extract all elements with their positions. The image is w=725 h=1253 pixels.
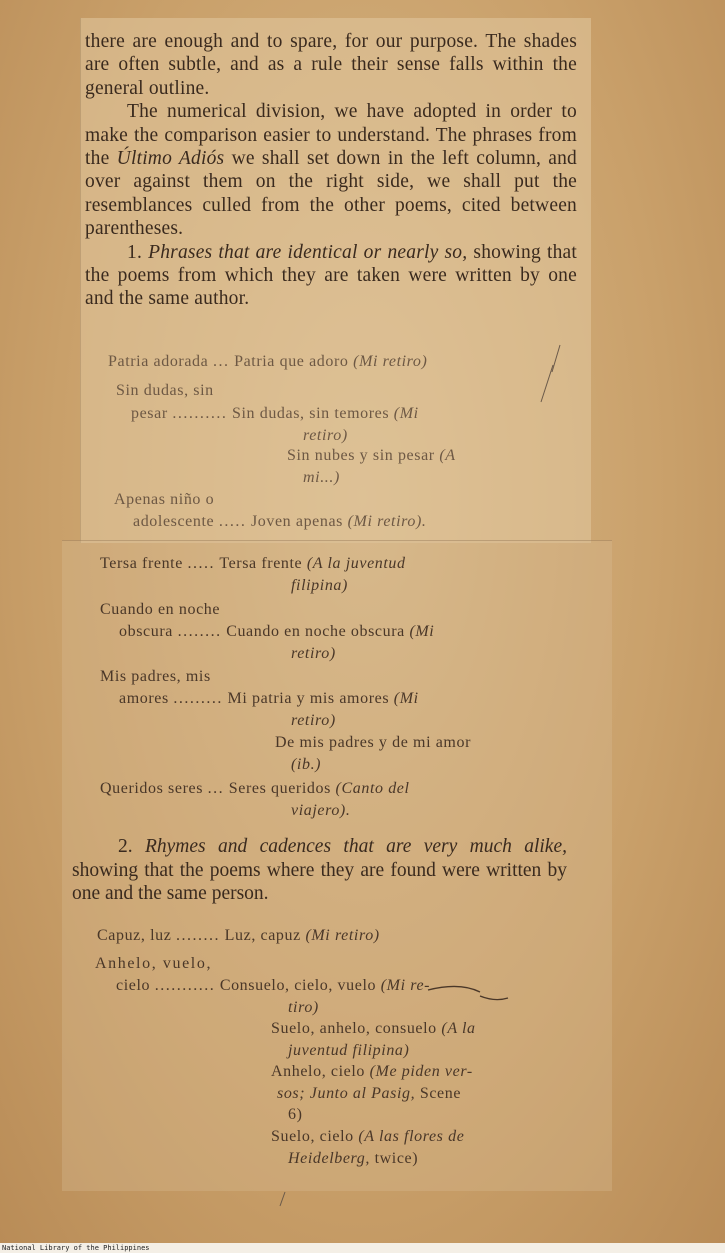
entry-apenas: adolescente ..... Joven apenas (Mi retiro). xyxy=(133,513,427,530)
entry-queridos-src: viajero). xyxy=(291,802,351,819)
entry-tersa-frente: Tersa frente ..... Tersa frente (A la juventud xyxy=(100,555,406,572)
entry-suelo-anhelo: Suelo, anhelo, consuelo (A la xyxy=(271,1020,476,1037)
entry-sin-dudas: pesar .......... Sin dudas, sin temores (Mi xyxy=(131,405,419,422)
entry-de-mis-padres: De mis padres y de mi amor xyxy=(275,734,471,751)
paragraph-1: there are enough and to spare, for our purpose. The shades are often subtle, and as a rule their sense falls within the general outline. xyxy=(85,31,577,99)
pencil-stroke-3 xyxy=(280,1192,285,1206)
paragraph-3-heading: 1. Phrases that are identical or nearly so, showing that the poems from which they are taken were written by one and the same author. xyxy=(85,241,578,310)
entry-suelo-anhelo-src: juventud filipina) xyxy=(288,1042,410,1059)
entry-queridos-seres: Queridos seres ... Seres queridos (Canto del xyxy=(100,780,410,797)
entry-anhelo-cielo: Anhelo, cielo (Me piden ver- xyxy=(271,1063,473,1080)
pencil-stroke-1 xyxy=(552,345,560,372)
entry-sin-dudas-src: retiro) xyxy=(303,427,348,444)
entry-sin-nubes: Sin nubes y sin pesar (A xyxy=(287,447,456,464)
pencil-underline xyxy=(428,986,508,999)
entry-anhelo-left1: Anhelo, vuelo, xyxy=(95,955,213,972)
entry-apenas-left1: Apenas niño o xyxy=(114,491,215,508)
entry-mis-padres: amores ......... Mi patria y mis amores (Mi xyxy=(119,690,419,707)
entry-sin-dudas-left1: Sin dudas, sin xyxy=(116,382,214,399)
entry-de-mis-padres-src: (ib.) xyxy=(291,756,322,773)
entry-consuelo-src: tiro) xyxy=(288,999,319,1016)
entry-cuando-src: retiro) xyxy=(291,645,336,662)
entry-anhelo: cielo ........... Consuelo, cielo, vuelo (Mi re- xyxy=(116,977,431,994)
paragraph-2: The numerical division, we have adopted in order to make the comparison easier to understand. The phrases from the Último Adiós we shall set down in the left column, and over against them on the right side, we shall put the resemblances culled from the other poems, cited between parentheses. xyxy=(85,101,577,240)
entry-capuz-luz: Capuz, luz ........ Luz, capuz (Mi retiro) xyxy=(97,927,380,944)
entry-suelo-cielo: Suelo, cielo (A las flores de xyxy=(271,1128,465,1145)
entry-cuando-left1: Cuando en noche xyxy=(100,601,221,618)
entry-sin-nubes-src: mi...) xyxy=(303,469,340,486)
entry-cuando: obscura ........ Cuando en noche obscura (Mi xyxy=(119,623,435,640)
entry-scene-number: 6) xyxy=(288,1106,303,1123)
entry-mis-padres-left1: Mis padres, mis xyxy=(100,668,211,685)
pencil-stroke-2 xyxy=(541,365,553,402)
archive-credit: National Library of the Philippines xyxy=(0,1243,725,1253)
entry-tersa-src: filipina) xyxy=(291,577,348,594)
entry-patria: Patria adorada ... Patria que adoro (Mi retiro) xyxy=(108,353,428,370)
entry-anhelo-cielo-src: sos; Junto al Pasig, Scene xyxy=(277,1085,462,1102)
paragraph-4-heading: 2. Rhymes and cadences that are very much alike, showing that the poems where they are found were written by one and the same person. xyxy=(72,836,567,904)
entry-mis-padres-src: retiro) xyxy=(291,712,336,729)
entry-suelo-cielo-src: Heidelberg, twice) xyxy=(288,1150,419,1167)
